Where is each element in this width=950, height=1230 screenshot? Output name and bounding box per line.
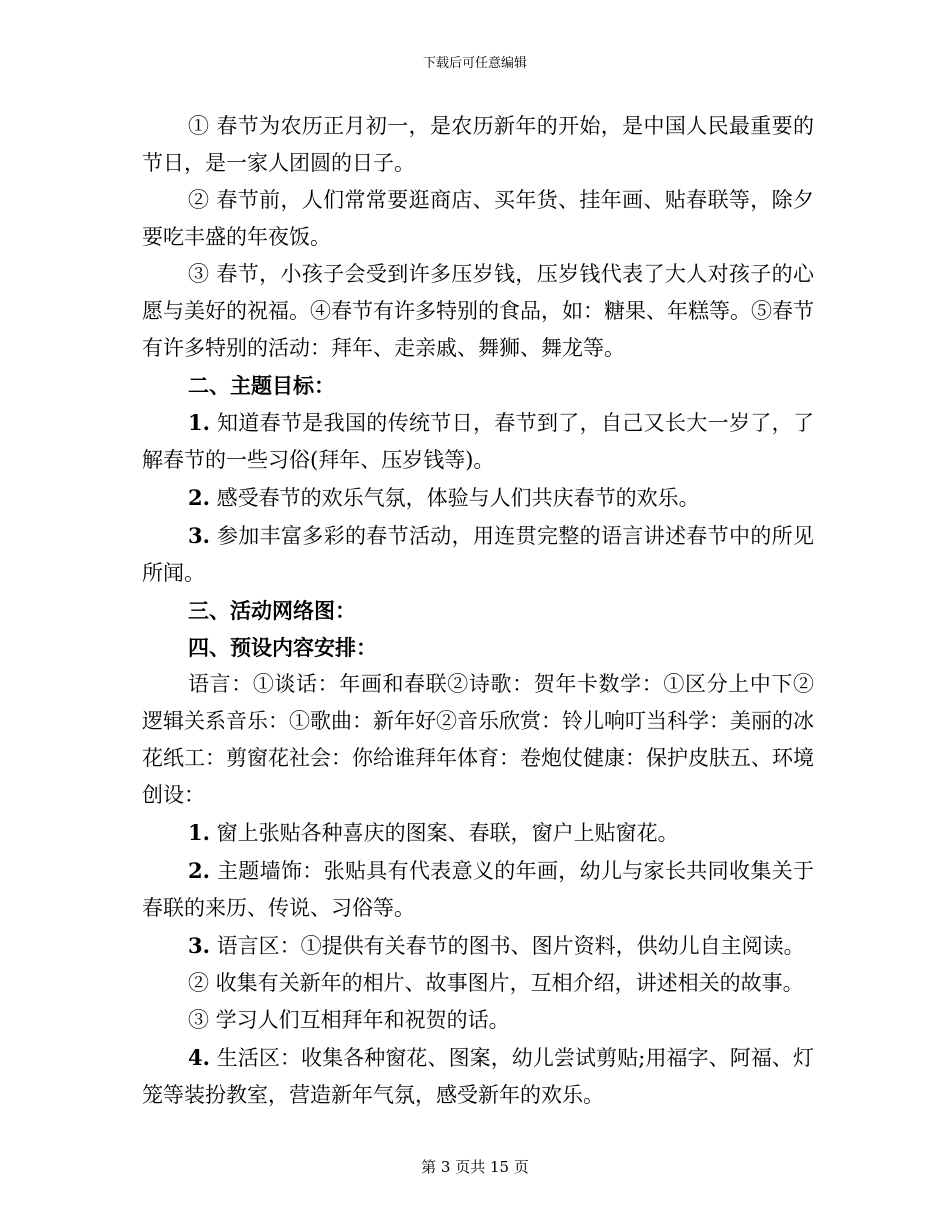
section-heading-plan: 四、预设内容安排： bbox=[188, 635, 377, 660]
goal-item-1: 1. 知道春节是我国的传统节日，春节到了，自己又长大一岁了，了解春节的一些习俗(拜年、压岁钱等)。 bbox=[142, 410, 814, 472]
section-heading-goals: 二、主题目标： bbox=[188, 373, 335, 398]
goal-item-2: 2. 感受春节的欢乐气氛，体验与人们共庆春节的欢乐。 bbox=[188, 485, 700, 510]
paragraph-1: ① 春节为农历正月初一，是农历新年的开始，是中国人民最重要的节日，是一家人团圆的日子。 bbox=[142, 114, 814, 175]
env-item-2: 2. 主题墙饰：张贴具有代表意义的年画，幼儿与家长共同收集关于春联的来历、传说、习俗等。 bbox=[142, 858, 814, 920]
plan-content: 语言：①谈话：年画和春联②诗歌：贺年卡数学：①区分上中下②逻辑关系音乐：①歌曲：新年好②音乐欣赏：铃儿响叮当科学：美丽的冰花纸工：剪窗花社会：你给谁拜年体育：卷炮仗健康：保护皮肤五、环境创设： bbox=[142, 672, 814, 807]
paragraph-2: ② 春节前，人们常常要逛商店、买年货、挂年画、贴春联等，除夕要吃丰盛的年夜饭。 bbox=[142, 188, 814, 249]
goal-item-3: 3. 参加丰富多彩的春节活动，用连贯完整的语言讲述春节中的所见所闻。 bbox=[142, 523, 814, 585]
page-footer: 第 3 页共 15 页 bbox=[421, 1158, 529, 1176]
document-body bbox=[142, 108, 814, 1114]
env-item-1: 1. 窗上张贴各种喜庆的图案、春联，窗户上贴窗花。 bbox=[188, 820, 679, 845]
env-item-3-sub-2: ② 收集有关新年的相片、故事图片，互相介绍，讲述相关的故事。 bbox=[188, 971, 804, 995]
section-heading-network: 三、活动网络图： bbox=[188, 598, 356, 623]
env-item-4: 4. 生活区：收集各种窗花、图案，幼儿尝试剪贴;用福字、阿福、灯笼等装扮教室，营造新年气氛，感受新年的欢乐。 bbox=[142, 1045, 814, 1107]
page-header: 下载后可任意编辑 bbox=[422, 56, 527, 71]
paragraph-3: ③ 春节，小孩子会受到许多压岁钱，压岁钱代表了大人对孩子的心愿与美好的祝福。④春节有许多特别的食品，如：糖果、年糕等。⑤春节有许多特别的活动：拜年、走亲戚、舞狮、舞龙等。 bbox=[142, 262, 814, 360]
env-item-3-sub-3: ③ 学习人们互相拜年和祝贺的话。 bbox=[188, 1008, 510, 1032]
env-item-3: 3. 语言区：①提供有关春节的图书、图片资料，供幼儿自主阅读。 bbox=[188, 933, 805, 958]
